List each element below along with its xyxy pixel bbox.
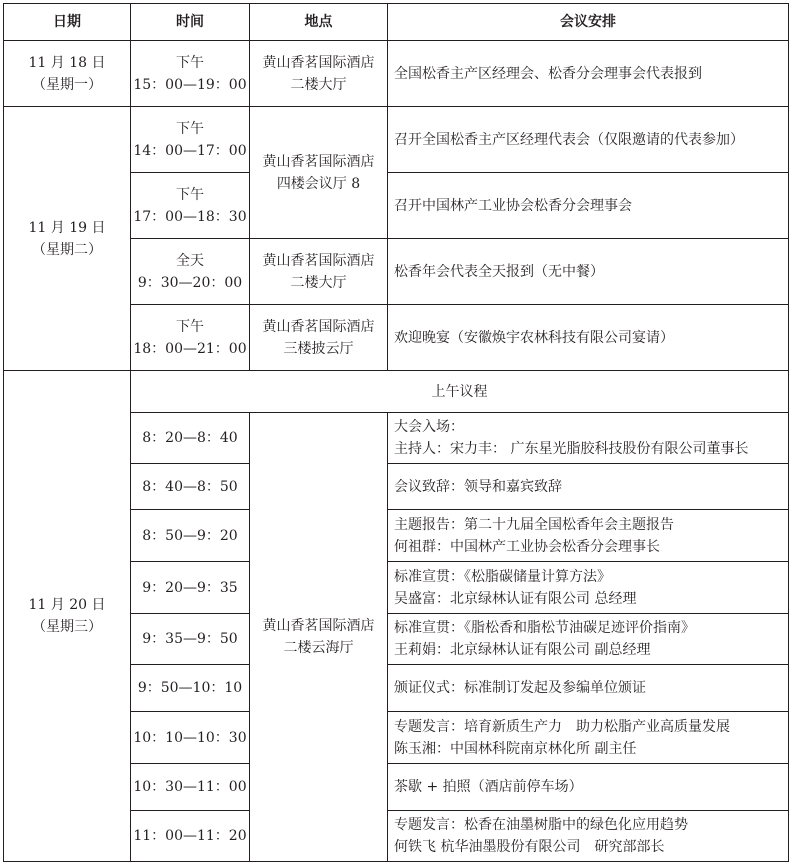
agenda-cell: 颁证仪式：标准制订发起及参编单位颁证 bbox=[388, 665, 789, 712]
agenda-line: 主题报告：第二十九届全国松香年会主题报告 bbox=[394, 516, 674, 533]
header-place: 地点 bbox=[250, 4, 388, 41]
agenda-cell: 会议致辞：领导和嘉宾致辞 bbox=[388, 464, 789, 510]
venue-cell bbox=[250, 413, 388, 862]
agenda-cell: 松香年会代表全天报到（无中餐） bbox=[388, 239, 789, 305]
table-row bbox=[4, 371, 789, 413]
date-cell bbox=[4, 107, 131, 371]
time-cell bbox=[131, 107, 250, 173]
agenda-line: 王莉娟：北京绿林认证有限公司 副总经理 bbox=[394, 642, 651, 658]
header-date: 日期 bbox=[4, 4, 131, 41]
agenda-line: 专题发言：培育新质生产力 助力松脂产业高质量发展 bbox=[394, 718, 730, 735]
time-range: 18：00—21：00 bbox=[133, 340, 247, 357]
venue-room: 四楼会议厅 8 bbox=[276, 175, 361, 192]
time-cell: 11：00—11：20 bbox=[131, 811, 250, 862]
time-period: 全天 bbox=[176, 252, 204, 269]
agenda-cell bbox=[388, 811, 789, 862]
time-range: 14：00—17：00 bbox=[133, 142, 247, 159]
time-cell bbox=[131, 41, 250, 107]
time-cell: 8：50—9：20 bbox=[131, 510, 250, 562]
venue-room: 三楼披云厅 bbox=[283, 340, 354, 357]
date-weekday: （星期二） bbox=[32, 241, 102, 258]
date-day: 11 月 18 日 bbox=[28, 54, 106, 71]
time-period: 下午 bbox=[176, 186, 204, 203]
time-period: 下午 bbox=[176, 120, 204, 137]
venue-room: 二楼大厅 bbox=[290, 274, 347, 291]
date-day: 11 月 20 日 bbox=[28, 597, 106, 613]
venue-cell bbox=[250, 305, 388, 371]
venue-name: 黄山香茗国际酒店 bbox=[262, 54, 375, 71]
table-row bbox=[4, 107, 789, 173]
venue-name: 黄山香茗国际酒店 bbox=[262, 618, 375, 634]
time-cell: 8：40—8：50 bbox=[131, 464, 250, 510]
time-cell bbox=[131, 173, 250, 239]
agenda-cell bbox=[388, 712, 789, 764]
time-cell: 10：10—10：30 bbox=[131, 712, 250, 764]
agenda-cell: 欢迎晚宴（安徽焕宇农林科技有限公司宴请） bbox=[388, 305, 789, 371]
agenda-cell: 召开中国林产工业协会松香分会理事会 bbox=[388, 173, 789, 239]
time-range: 17：00—18：30 bbox=[133, 208, 247, 225]
venue-cell bbox=[250, 107, 388, 239]
table-header-row bbox=[4, 4, 789, 41]
agenda-cell: 全国松香主产区经理会、松香分会理事会代表报到 bbox=[388, 41, 789, 107]
agenda-cell bbox=[388, 510, 789, 562]
venue-name: 黄山香茗国际酒店 bbox=[262, 153, 375, 170]
section-title: 上午议程 bbox=[131, 371, 789, 413]
agenda-cell: 召开全国松香主产区经理代表会（仅限邀请的代表参加） bbox=[388, 107, 789, 173]
agenda-line: 何祖群：中国林产工业协会松香分会理事长 bbox=[394, 538, 660, 555]
header-agenda: 会议安排 bbox=[388, 4, 789, 41]
agenda-cell: 茶歇 + 拍照（酒店前停车场） bbox=[388, 764, 789, 811]
agenda-line: 何铁飞 杭华油墨股份有限公司 研究部部长 bbox=[394, 839, 665, 855]
venue-cell bbox=[250, 41, 388, 107]
agenda-table bbox=[3, 3, 789, 862]
venue-name: 黄山香茗国际酒店 bbox=[262, 318, 375, 335]
agenda-line: 专题发言：松香在油墨树脂中的绿色化应用趋势 bbox=[394, 817, 688, 833]
time-cell: 8：20—8：40 bbox=[131, 413, 250, 464]
agenda-cell bbox=[388, 562, 789, 614]
time-range: 9：30—20：00 bbox=[137, 274, 243, 291]
time-cell: 10：30—11：00 bbox=[131, 764, 250, 811]
venue-name: 黄山香茗国际酒店 bbox=[262, 252, 375, 269]
venue-cell bbox=[250, 239, 388, 305]
time-cell bbox=[131, 239, 250, 305]
agenda-cell bbox=[388, 413, 789, 464]
venue-room: 二楼大厅 bbox=[290, 76, 347, 93]
time-period: 下午 bbox=[176, 318, 204, 335]
date-day: 11 月 19 日 bbox=[28, 219, 106, 236]
agenda-line: 吴盛富：北京绿林认证有限公司 总经理 bbox=[394, 590, 637, 607]
agenda-line: 标准宣贯：《松脂碳储量计算方法》 bbox=[394, 568, 611, 585]
time-period: 下午 bbox=[176, 54, 204, 71]
date-cell bbox=[4, 371, 131, 862]
date-weekday: （星期一） bbox=[32, 76, 102, 93]
agenda-line: 主持人：宋力丰： 广东星光脂胶科技股份有限公司董事长 bbox=[394, 441, 749, 457]
agenda-cell bbox=[388, 614, 789, 665]
table-row bbox=[4, 41, 789, 107]
time-cell bbox=[131, 305, 250, 371]
header-time: 时间 bbox=[131, 4, 250, 41]
date-cell bbox=[4, 41, 131, 107]
agenda-line: 标准宣贯：《脂松香和脂松节油碳足迹评价指南》 bbox=[394, 620, 695, 636]
agenda-line: 陈玉湘：中国林科院南京林化所 副主任 bbox=[394, 740, 637, 757]
time-cell: 9：20—9：35 bbox=[131, 562, 250, 614]
time-cell: 9：50—10：10 bbox=[131, 665, 250, 712]
date-weekday: （星期三） bbox=[32, 619, 102, 635]
time-cell: 9：35—9：50 bbox=[131, 614, 250, 665]
venue-room: 二楼云海厅 bbox=[283, 640, 354, 656]
time-range: 15：00—19：00 bbox=[133, 76, 247, 93]
agenda-line: 大会入场： bbox=[394, 419, 464, 435]
